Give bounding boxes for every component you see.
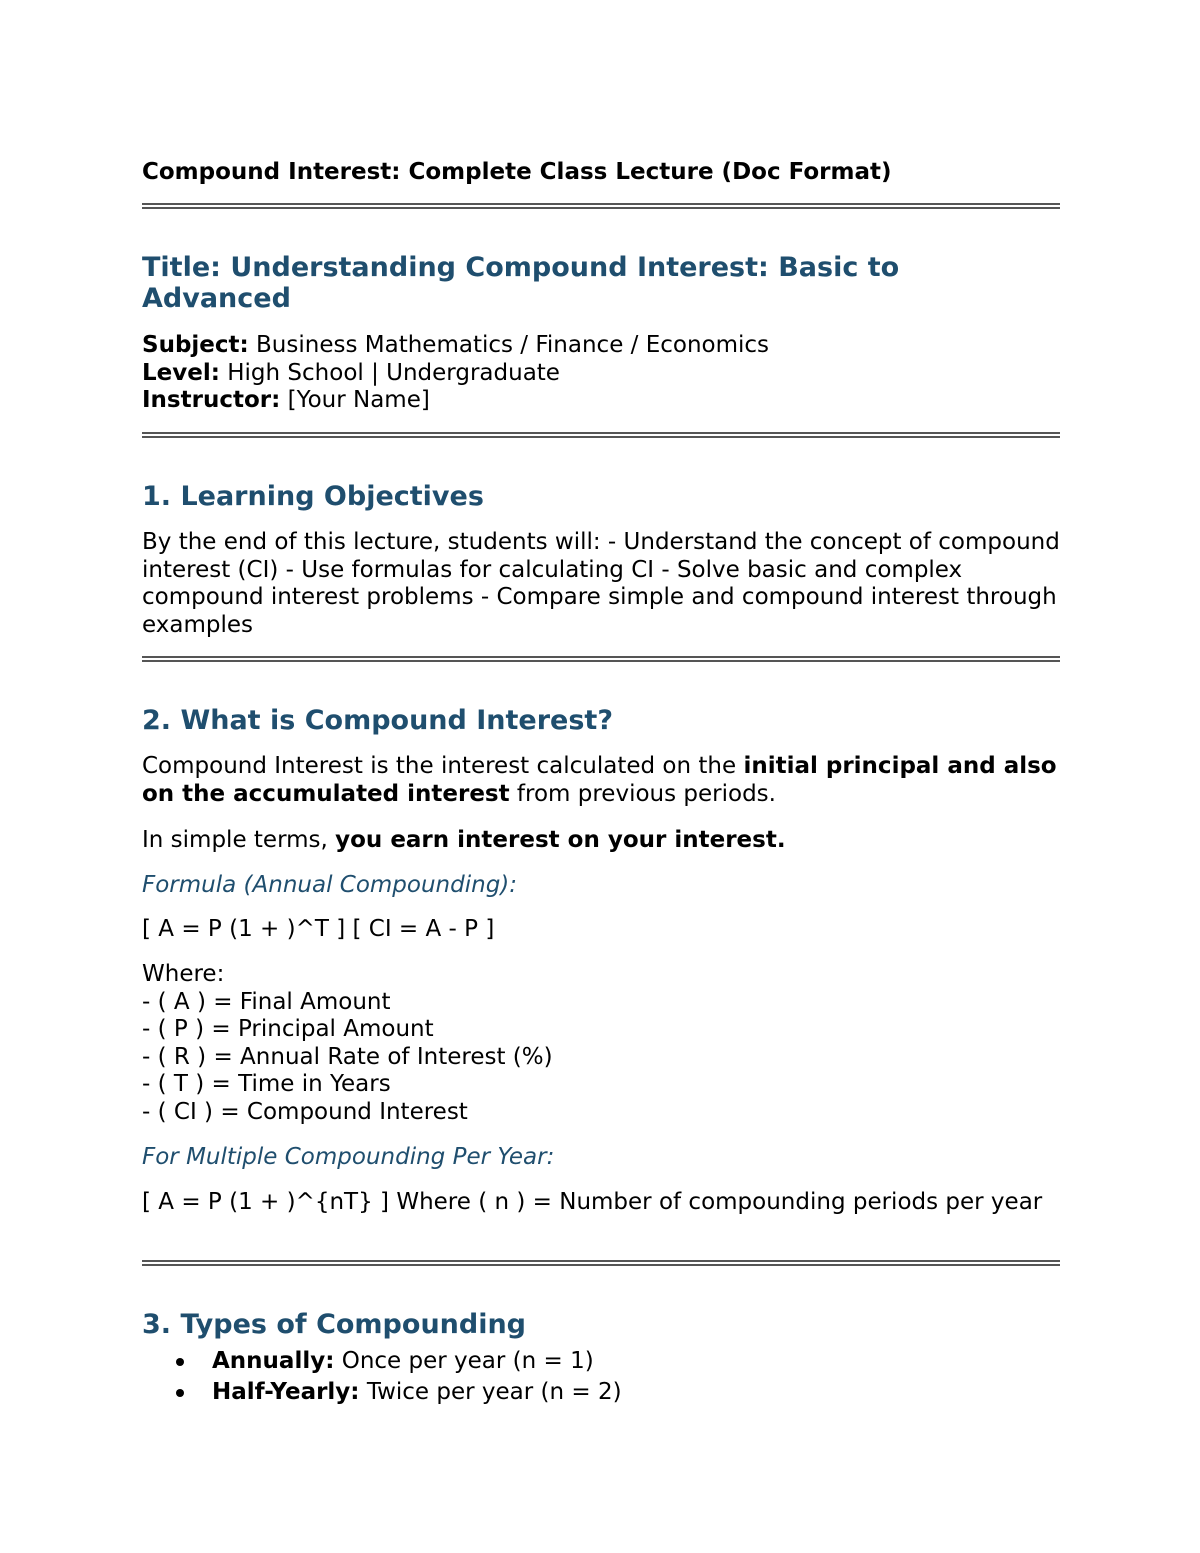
- learning-objectives-text: By the end of this lecture, students will: - Understand the concept of compound interest (CI) - Use formulas for calculating CI - Solve basic and complex compound interest problems - Compare simple and compound interest through examples: [142, 529, 1060, 638]
- formula-multiple: [ A = P (1 + )^{nT} ] Where ( n ) = Number of compounding periods per year: [142, 1189, 1043, 1215]
- bullet-icon: [176, 1389, 184, 1397]
- instructor-value: [Your Name]: [280, 387, 430, 413]
- definition-item: - ( CI ) = Compound Interest: [142, 1098, 468, 1125]
- where-label: Where:: [142, 961, 225, 987]
- ci-definition-part1: Compound Interest is the interest calculated on the: [142, 753, 744, 779]
- main-heading: Title: Understanding Compound Interest: Basic to Advanced: [142, 252, 900, 314]
- bullet-icon: [176, 1358, 184, 1366]
- definition-item: - ( T ) = Time in Years: [142, 1071, 391, 1097]
- ci-definition-part2: from previous periods.: [509, 780, 776, 807]
- section-heading-what-is-ci: 2. What is Compound Interest?: [142, 705, 613, 736]
- list-item-label: Half-Yearly:: [212, 1379, 360, 1405]
- horizontal-rule: [142, 203, 1060, 209]
- ci-definition-bold: initial principal and also on the accumulated interest: [142, 753, 1057, 807]
- level-label: Level:: [142, 359, 220, 386]
- list-item-value: Twice per year (n = 2): [359, 1379, 622, 1405]
- multiple-compounding-label: For Multiple Compounding Per Year:: [142, 1144, 555, 1170]
- variable-definitions: [142, 961, 1060, 1126]
- simple-terms-prefix: In simple terms,: [142, 827, 336, 853]
- definition-item: - ( R ) = Annual Rate of Interest (%): [142, 1043, 553, 1070]
- definition-item: - ( A ) = Final Amount: [142, 988, 391, 1015]
- compounding-types-list: [142, 1346, 622, 1408]
- horizontal-rule: [142, 432, 1060, 438]
- instructor-label: Instructor:: [142, 387, 281, 413]
- level-value: High School | Undergraduate: [219, 359, 560, 386]
- section-heading-learning-objectives: 1. Learning Objectives: [142, 481, 484, 512]
- list-item: [142, 1346, 622, 1377]
- horizontal-rule: [142, 656, 1060, 662]
- subject-label: Subject:: [142, 332, 249, 358]
- formula-label: Formula (Annual Compounding):: [142, 872, 518, 898]
- subject-value: Business Mathematics / Finance / Economics: [248, 332, 770, 358]
- level-line: [142, 360, 1060, 388]
- list-item-value: Once per year (n = 1): [334, 1348, 594, 1374]
- horizontal-rule: [142, 1260, 1060, 1266]
- instructor-line: [142, 387, 1060, 415]
- document-title: Compound Interest: Complete Class Lecture (Doc Format): [142, 159, 892, 185]
- simple-terms-bold: you earn interest on your interest.: [335, 827, 786, 853]
- formula-annual: [ A = P (1 + )^T ] [ CI = A - P ]: [142, 916, 495, 942]
- meta-block: [142, 332, 1060, 415]
- definition-item: - ( P ) = Principal Amount: [142, 1016, 434, 1042]
- subject-line: [142, 332, 1060, 360]
- ci-definition: [142, 753, 1060, 808]
- list-item-label: Annually:: [212, 1348, 335, 1374]
- section-heading-types: 3. Types of Compounding: [142, 1309, 527, 1340]
- list-item: [142, 1377, 622, 1408]
- simple-terms: [142, 827, 1060, 855]
